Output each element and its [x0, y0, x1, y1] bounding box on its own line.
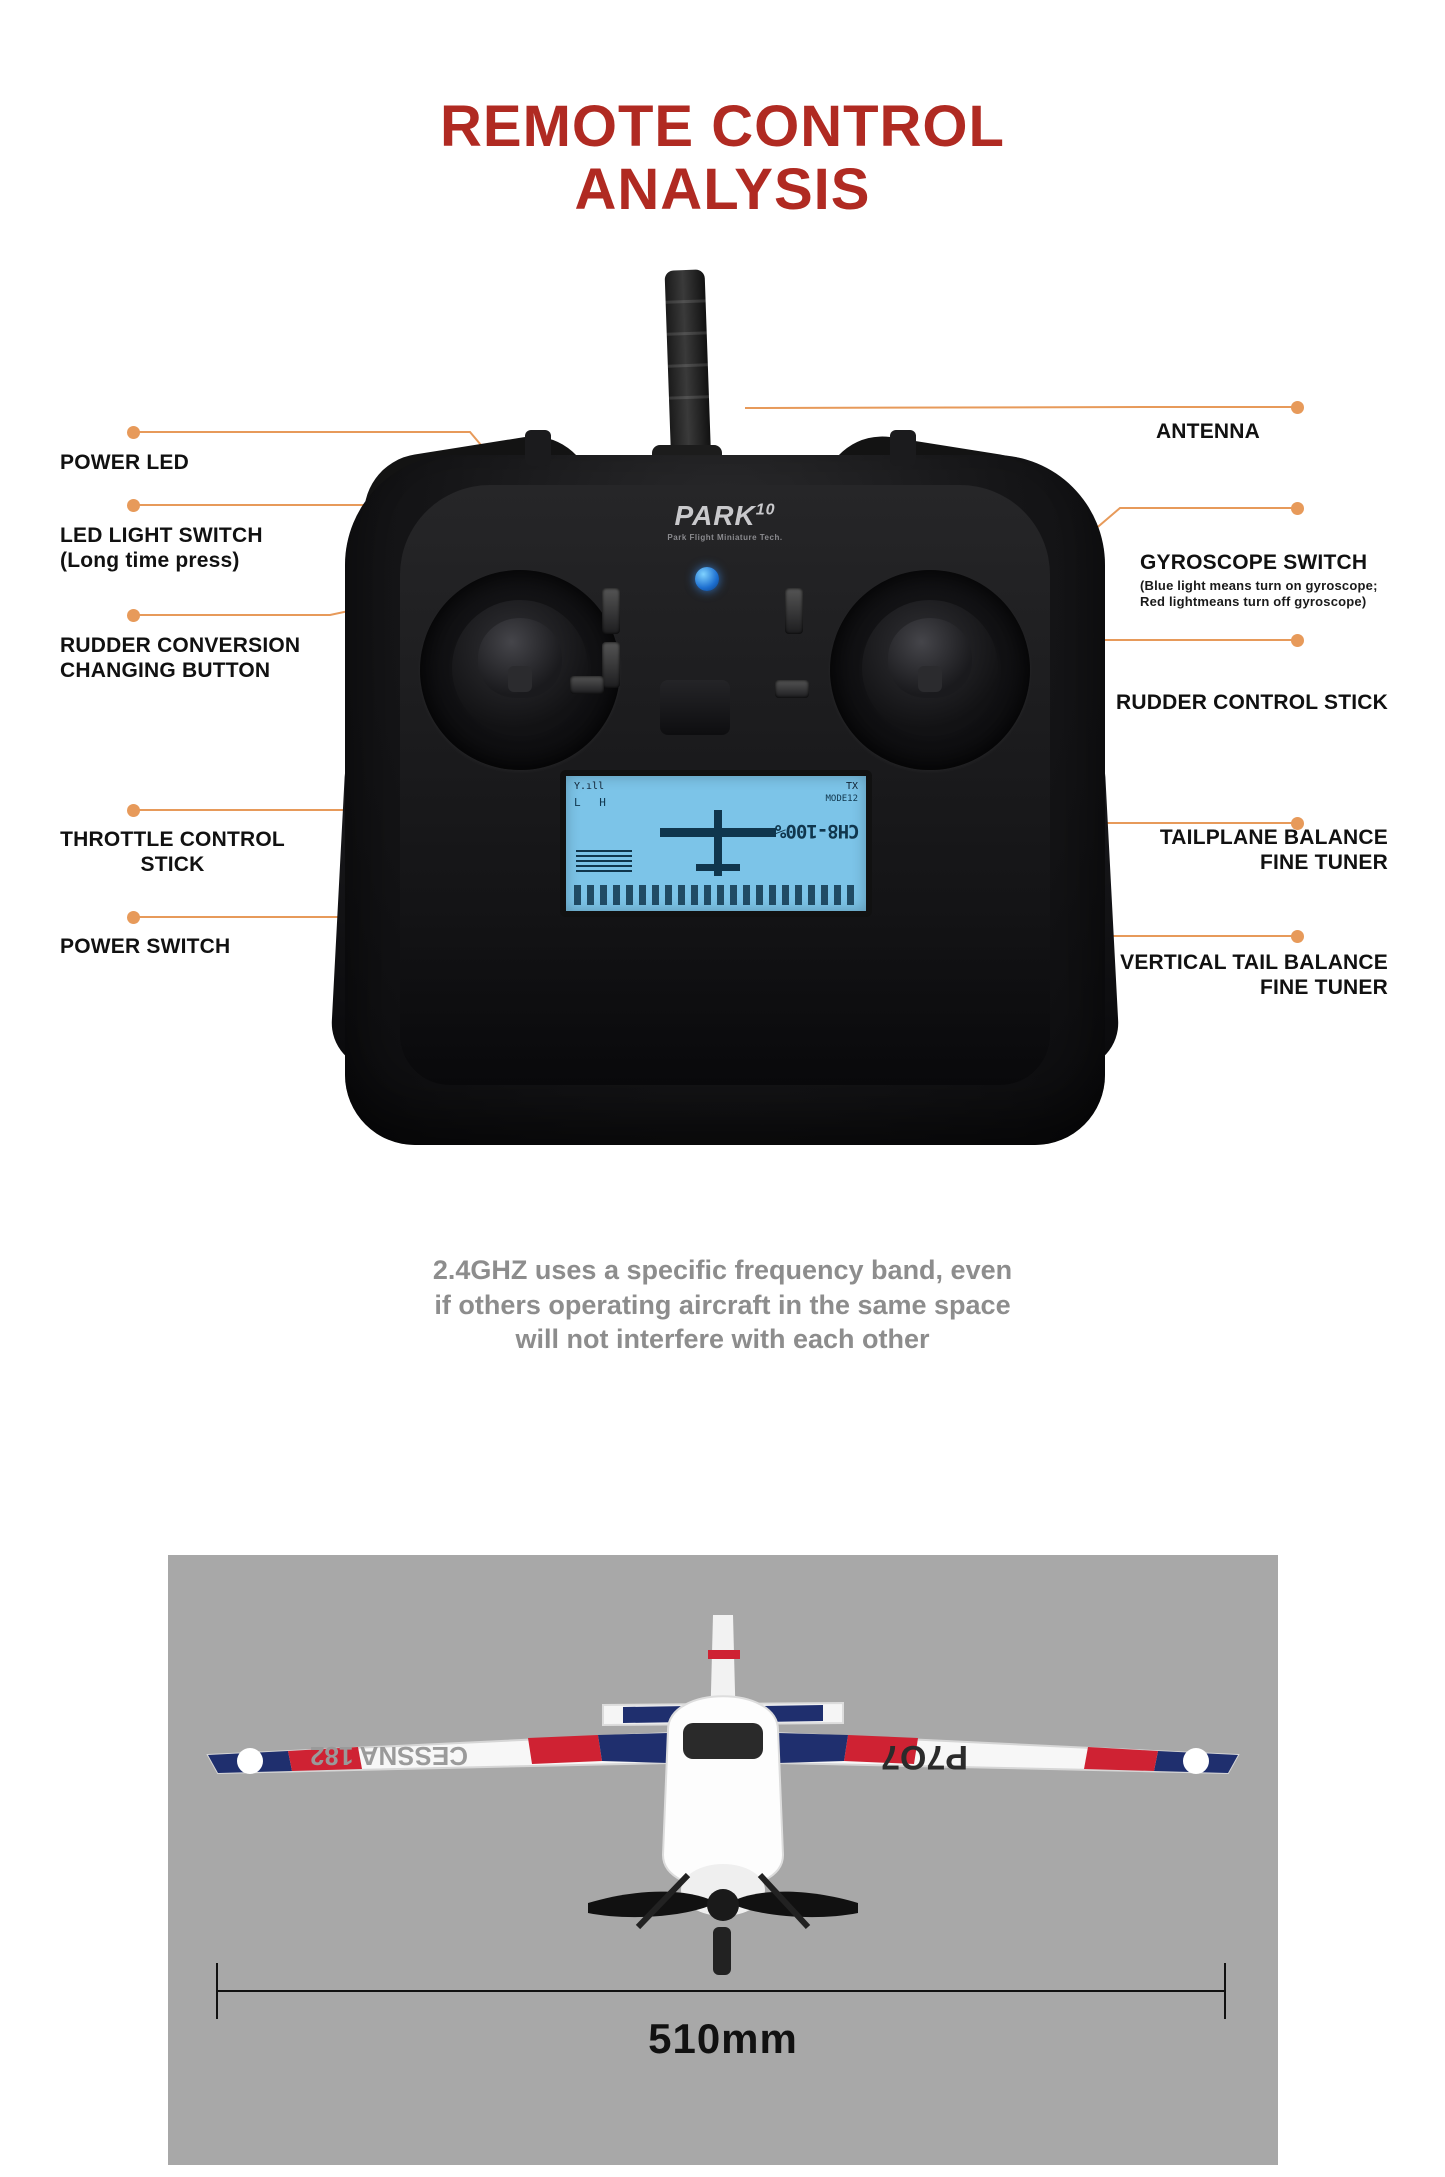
page-title-line1: REMOTE CONTROL: [440, 94, 1005, 159]
callout-dot-rudder-conversion: [127, 609, 140, 622]
dimension-line: [216, 1990, 1226, 1992]
label-rudder-conversion-line1: RUDDER CONVERSION: [60, 634, 301, 657]
rudder-control-stick[interactable]: [830, 570, 1030, 770]
rudder-conversion-changing-button[interactable]: [525, 430, 551, 466]
callout-dot-antenna: [1291, 401, 1304, 414]
label-tailplane-balance-line1: TAILPLANE BALANCE: [1159, 826, 1388, 849]
label-led-light-switch: [60, 523, 263, 573]
caption-text: [270, 1253, 1175, 1357]
callout-dot-gyroscope-switch: [1291, 502, 1304, 515]
svg-text:CESSNA 182: CESSNA 182: [310, 1741, 468, 1771]
vertical-tail-balance-fine-tuner[interactable]: [775, 680, 809, 698]
lcd-channel-readout: CH8-100%: [776, 820, 860, 842]
lcd-tx-label: TX: [845, 781, 858, 792]
svg-text:P7O7: P7O7: [881, 1738, 968, 1776]
label-tailplane-balance-line2: FINE TUNER: [1260, 851, 1388, 875]
label-throttle-stick: [45, 827, 300, 877]
callout-dot-power-led: [127, 426, 140, 439]
antenna: [665, 269, 712, 470]
brand-mark: 10: [755, 501, 776, 519]
caption-line1: 2.4GHZ uses a specific frequency band, even: [432, 1255, 1013, 1285]
label-vertical-tail-balance-line1: VERTICAL TAIL BALANCE: [1120, 951, 1388, 974]
lcd-hatch-graphic: [576, 850, 632, 872]
label-rudder-conversion-line2: CHANGING BUTTON: [60, 659, 271, 683]
label-power-led: POWER LED: [60, 451, 189, 474]
label-gyroscope-switch: [1140, 550, 1440, 611]
lcd-lh-label: L H: [574, 796, 612, 809]
label-rudder-control-stick: RUDDER CONTROL STICK: [1116, 691, 1388, 714]
label-vertical-tail-balance-line2: FINE TUNER: [1260, 976, 1388, 1000]
trim-left-vertical[interactable]: [602, 588, 620, 634]
label-led-light-switch-line2: (Long time press): [60, 549, 240, 573]
center-button[interactable]: [660, 680, 730, 735]
page-title-line2: ANALYSIS: [574, 156, 871, 222]
caption-line3: will not interfere with each other: [515, 1324, 930, 1355]
callout-dot-vertical-tail-balance: [1291, 930, 1304, 943]
label-throttle-stick-line1: THROTTLE CONTROL: [60, 828, 285, 851]
callout-dot-throttle-stick: [127, 804, 140, 817]
label-power-switch: POWER SWITCH: [60, 935, 231, 958]
label-antenna: ANTENNA: [1155, 420, 1260, 443]
callout-dot-power-switch: [127, 911, 140, 924]
callout-dot-rudder-control-stick: [1291, 634, 1304, 647]
label-gyroscope-switch-line1: GYROSCOPE SWITCH: [1140, 551, 1368, 574]
throttle-control-stick[interactable]: [420, 570, 620, 770]
callout-dot-led-light-switch: [127, 499, 140, 512]
label-throttle-stick-line2: STICK: [140, 853, 205, 877]
aircraft-illustration: [168, 1555, 1278, 2035]
lcd-top-row: [574, 781, 858, 792]
brand-name: PARK: [674, 500, 756, 531]
caption-line2: if others operating aircraft in the same space: [434, 1289, 1011, 1320]
page-title: [0, 96, 1445, 221]
label-rudder-conversion: [60, 633, 300, 683]
label-led-light-switch-line1: LED LIGHT SWITCH: [60, 524, 263, 547]
gyroscope-switch[interactable]: [890, 430, 916, 466]
brand-subtext: Park Flight Miniature Tech.: [667, 533, 783, 542]
dimension-label: 510mm: [648, 2015, 798, 2062]
power-switch[interactable]: [570, 676, 604, 694]
tailplane-balance-fine-tuner[interactable]: [785, 588, 803, 634]
lcd-plane-icon: [654, 806, 784, 876]
lcd-bar-graph: [574, 885, 858, 905]
transmitter-illustration: [330, 270, 1120, 1210]
trim-left-vertical-2[interactable]: [602, 642, 620, 688]
lcd-screen: [560, 770, 872, 917]
label-gyroscope-switch-note2: Red lightmeans turn off gyroscope): [1140, 594, 1367, 610]
throttle-gimbal-tip: [508, 666, 532, 692]
power-led: [695, 567, 719, 591]
lcd-mode-label: MODE12: [825, 794, 858, 804]
lcd-signal-icon: Y.ıll: [574, 781, 605, 792]
aircraft-photo: [168, 1555, 1278, 2165]
label-gyroscope-switch-note1: (Blue light means turn on gyroscope;: [1140, 578, 1378, 594]
brand-logo: [575, 500, 875, 542]
rudder-gimbal-tip: [918, 666, 942, 692]
